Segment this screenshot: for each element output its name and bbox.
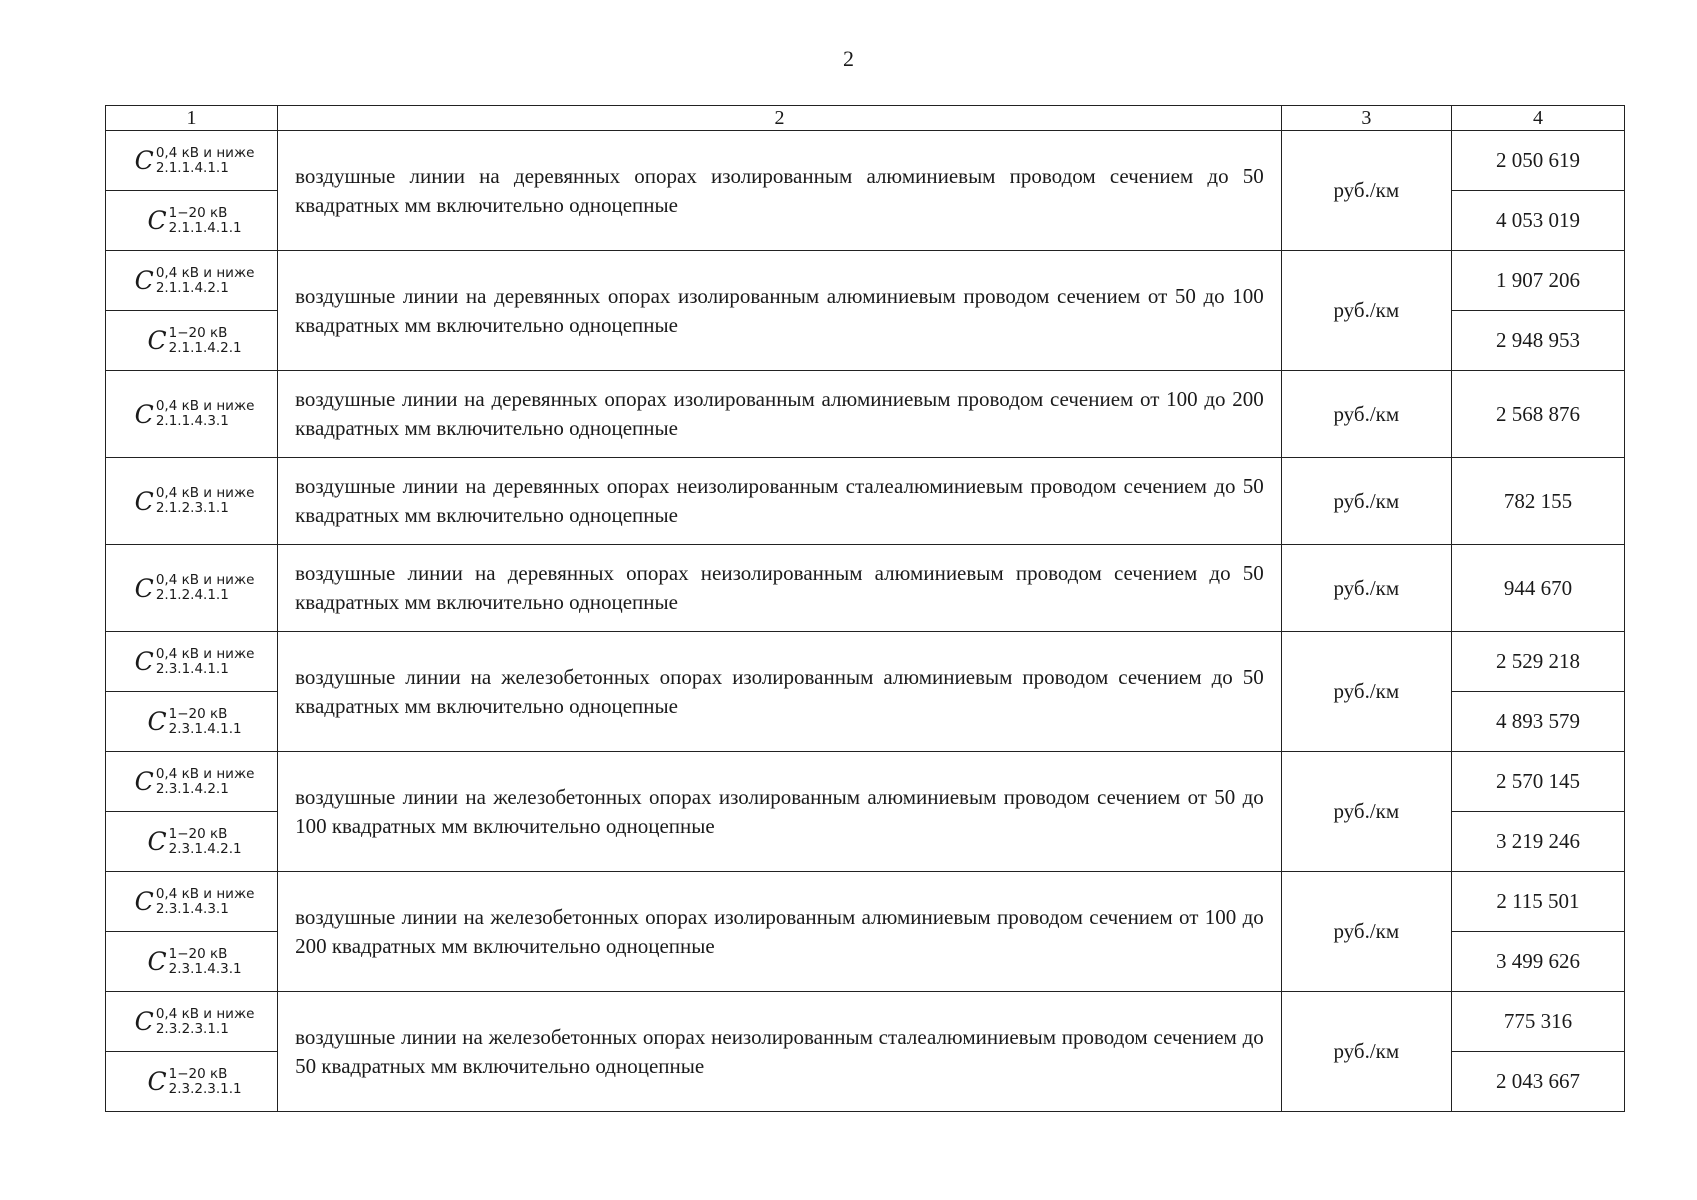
table-row xyxy=(106,458,1625,545)
rate-index: 2.3.2.3.1.1 xyxy=(168,1080,242,1097)
rate-symbol xyxy=(147,206,241,236)
header-col-1: 1 xyxy=(106,106,278,131)
rate-symbol-letter: C xyxy=(134,266,154,295)
header-col-2: 2 xyxy=(278,106,1282,131)
description-cell: воздушные линии на железобетонных опорах неизолированным сталеалюминиевым проводом сечением до 50 квадратных мм включительно одноцепные xyxy=(278,992,1282,1112)
description-cell: воздушные линии на железобетонных опорах изолированным алюминиевым проводом сечением до 50 квадратных мм включительно одноцепные xyxy=(278,632,1282,752)
description-cell: воздушные линии на деревянных опорах изолированным алюминиевым проводом сечением до 50 квадратных мм включительно одноцепные xyxy=(278,131,1282,251)
rate-symbol xyxy=(135,1007,255,1037)
rate-voltage: 0,4 кВ и ниже xyxy=(155,144,255,161)
rate-symbol xyxy=(135,647,255,677)
rate-index: 2.1.1.4.1.1 xyxy=(168,219,242,236)
unit-cell: руб./км xyxy=(1281,632,1451,752)
unit-cell: руб./км xyxy=(1281,872,1451,992)
rate-code-cell xyxy=(106,632,278,692)
rate-code-cell xyxy=(106,371,278,458)
rate-symbol xyxy=(147,947,241,977)
table-body xyxy=(106,131,1625,1112)
unit-cell: руб./км xyxy=(1281,131,1451,251)
rate-code-cell xyxy=(106,191,278,251)
rate-symbol-letter: C xyxy=(147,947,167,976)
rate-symbol-letter: C xyxy=(134,1007,154,1036)
rate-voltage: 0,4 кВ и ниже xyxy=(155,398,255,414)
rate-symbol-letter: C xyxy=(147,827,167,856)
price-cell: 3 499 626 xyxy=(1451,932,1624,992)
price-cell: 2 043 667 xyxy=(1451,1052,1624,1112)
rate-index: 2.3.1.4.3.1 xyxy=(155,900,229,917)
rate-symbol xyxy=(147,707,241,737)
rate-index: 2.1.1.4.3.1 xyxy=(155,413,229,429)
rate-symbol-letter: C xyxy=(134,486,154,516)
table-row xyxy=(106,251,1625,311)
price-cell: 4 053 019 xyxy=(1451,191,1624,251)
price-cell: 944 670 xyxy=(1451,545,1624,632)
rate-index: 2.1.2.4.1.1 xyxy=(155,587,229,603)
rate-code-cell xyxy=(106,251,278,311)
unit-cell: руб./км xyxy=(1281,992,1451,1112)
rate-symbol xyxy=(135,486,255,516)
rate-index: 2.3.1.4.2.1 xyxy=(155,780,229,797)
rate-symbol xyxy=(135,887,255,917)
rate-code-cell xyxy=(106,932,278,992)
rate-index: 2.1.2.3.1.1 xyxy=(155,500,229,516)
rate-voltage: 1−20 кВ xyxy=(168,705,228,722)
description-cell: воздушные линии на деревянных опорах изолированным алюминиевым проводом сечением от 50 до 100 квадратных мм включительно одноцепные xyxy=(278,251,1282,371)
rate-symbol xyxy=(135,146,255,176)
rate-symbol-letter: C xyxy=(134,573,154,603)
unit-cell: руб./км xyxy=(1281,371,1451,458)
price-cell: 782 155 xyxy=(1451,458,1624,545)
rate-symbol xyxy=(135,266,255,296)
rate-voltage: 0,4 кВ и ниже xyxy=(155,264,255,281)
rate-voltage: 1−20 кВ xyxy=(168,204,228,221)
price-cell: 2 570 145 xyxy=(1451,752,1624,812)
rate-symbol xyxy=(135,399,255,429)
rate-symbol-letter: C xyxy=(147,1067,167,1096)
header-col-3: 3 xyxy=(1281,106,1451,131)
rate-symbol-letter: C xyxy=(134,647,154,676)
rate-voltage: 1−20 кВ xyxy=(168,825,228,842)
description-cell: воздушные линии на деревянных опорах неизолированным сталеалюминиевым проводом сечением до 50 квадратных мм включительно одноцепные xyxy=(278,458,1282,545)
description-cell: воздушные линии на деревянных опорах изолированным алюминиевым проводом сечением от 100 до 200 квадратных мм включительно одноцепные xyxy=(278,371,1282,458)
rate-symbol-letter: C xyxy=(147,707,167,736)
rate-voltage: 1−20 кВ xyxy=(168,324,228,341)
table-row xyxy=(106,872,1625,932)
description-cell: воздушные линии на деревянных опорах неизолированным алюминиевым проводом сечением до 50 квадратных мм включительно одноцепные xyxy=(278,545,1282,632)
rate-code-cell xyxy=(106,1052,278,1112)
table-row xyxy=(106,371,1625,458)
table-row xyxy=(106,131,1625,191)
price-cell: 2 948 953 xyxy=(1451,311,1624,371)
header-row xyxy=(106,106,1625,131)
rate-symbol-letter: C xyxy=(147,206,167,235)
rate-index: 2.1.1.4.1.1 xyxy=(155,159,229,176)
unit-cell: руб./км xyxy=(1281,752,1451,872)
header-col-4: 4 xyxy=(1451,106,1624,131)
rate-code-cell xyxy=(106,458,278,545)
rate-symbol xyxy=(135,573,255,603)
table-row xyxy=(106,632,1625,692)
unit-cell: руб./км xyxy=(1281,251,1451,371)
rate-voltage: 0,4 кВ и ниже xyxy=(155,885,255,902)
price-cell: 2 115 501 xyxy=(1451,872,1624,932)
rate-code-cell xyxy=(106,692,278,752)
unit-cell: руб./км xyxy=(1281,545,1451,632)
page-number: 2 xyxy=(843,46,854,71)
rate-index: 2.1.1.4.2.1 xyxy=(168,339,242,356)
rate-code-cell xyxy=(106,812,278,872)
rate-symbol xyxy=(147,827,241,857)
rate-symbol xyxy=(147,1067,241,1097)
rate-code-cell xyxy=(106,311,278,371)
table-row xyxy=(106,992,1625,1052)
rate-symbol-letter: C xyxy=(134,767,154,796)
rate-voltage: 1−20 кВ xyxy=(168,1065,228,1082)
rate-symbol xyxy=(135,767,255,797)
rate-code-cell xyxy=(106,545,278,632)
rate-code-cell xyxy=(106,872,278,932)
rate-index: 2.3.1.4.2.1 xyxy=(168,840,242,857)
price-cell: 1 907 206 xyxy=(1451,251,1624,311)
rate-voltage: 0,4 кВ и ниже xyxy=(155,485,255,501)
rate-index: 2.3.1.4.3.1 xyxy=(168,960,242,977)
unit-cell: руб./км xyxy=(1281,458,1451,545)
rate-index: 2.3.1.4.1.1 xyxy=(155,660,229,677)
description-cell: воздушные линии на железобетонных опорах изолированным алюминиевым проводом сечением от 50 до 100 квадратных мм включительно одноцепные xyxy=(278,752,1282,872)
rate-voltage: 0,4 кВ и ниже xyxy=(155,1005,255,1022)
rate-symbol-letter: C xyxy=(134,399,154,429)
price-cell: 2 568 876 xyxy=(1451,371,1624,458)
rate-voltage: 0,4 кВ и ниже xyxy=(155,645,255,662)
rate-symbol-letter: C xyxy=(147,326,167,355)
rate-index: 2.1.1.4.2.1 xyxy=(155,279,229,296)
price-cell: 3 219 246 xyxy=(1451,812,1624,872)
rate-symbol-letter: C xyxy=(134,887,154,916)
price-cell: 2 050 619 xyxy=(1451,131,1624,191)
table-row xyxy=(106,752,1625,812)
rate-code-cell xyxy=(106,992,278,1052)
price-cell: 775 316 xyxy=(1451,992,1624,1052)
rate-code-cell xyxy=(106,131,278,191)
rates-table xyxy=(105,105,1625,1112)
description-cell: воздушные линии на железобетонных опорах изолированным алюминиевым проводом сечением от 100 до 200 квадратных мм включительно одноцепные xyxy=(278,872,1282,992)
rate-symbol-letter: C xyxy=(134,146,154,175)
rate-symbol xyxy=(147,326,241,356)
rate-voltage: 0,4 кВ и ниже xyxy=(155,572,255,588)
price-cell: 4 893 579 xyxy=(1451,692,1624,752)
rate-index: 2.3.2.3.1.1 xyxy=(155,1020,229,1037)
rate-voltage: 1−20 кВ xyxy=(168,945,228,962)
rate-voltage: 0,4 кВ и ниже xyxy=(155,765,255,782)
rate-code-cell xyxy=(106,752,278,812)
price-cell: 2 529 218 xyxy=(1451,632,1624,692)
rate-index: 2.3.1.4.1.1 xyxy=(168,720,242,737)
table-row xyxy=(106,545,1625,632)
